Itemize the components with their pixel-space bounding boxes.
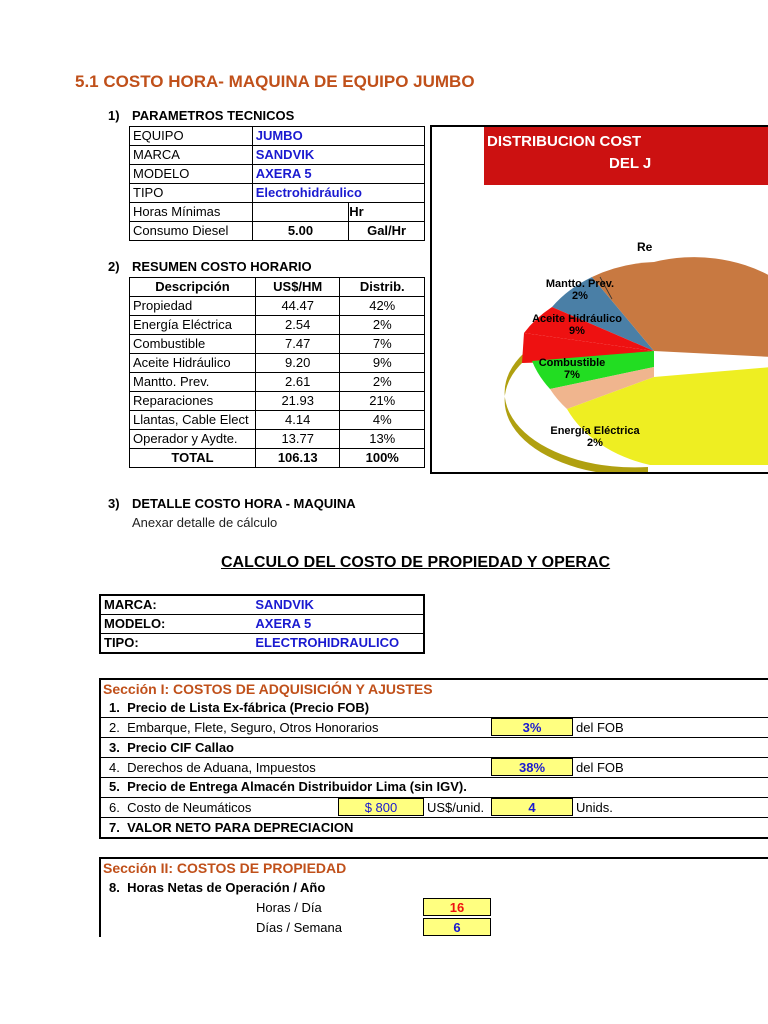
detalle-heading-num: 3) [108,496,120,511]
resumen-dist: 2% [340,373,425,392]
param-label: EQUIPO [130,127,253,146]
table-row [100,634,424,654]
calc-title: CALCULO DEL COSTO DE PROPIEDAD Y OPERAC [221,554,611,571]
row-text: Horas Netas de Operación / Año [127,880,326,895]
resumen-usd: 2.54 [255,316,340,335]
s1-row3 [109,740,234,755]
page-title: 5.1 COSTO HORA- MAQUINA DE EQUIPO JUMBO [75,72,475,91]
divider [101,817,768,818]
pie-label-name: Combustible [538,357,606,369]
pie-slice-reparaciones [654,257,768,357]
param-label: MODELO [130,165,253,184]
resumen-dist: 21% [340,392,425,411]
detalle-note: Anexar detalle de cálculo [132,515,278,530]
equip-label: MODELO: [100,615,252,634]
dias-semana-input[interactable]: 6 [423,918,491,936]
resumen-heading: RESUMEN COSTO HORARIO [132,259,312,274]
table-row [130,373,425,392]
divider [101,717,768,718]
row-num: 4. [109,760,120,775]
row-text: Derechos de Aduana, Impuestos [127,760,316,775]
table-row [100,615,424,634]
equip-value[interactable]: AXERA 5 [252,615,424,634]
s1-row6 [109,800,251,815]
row-num: 8. [109,880,120,895]
row-num: 5. [109,779,120,794]
resumen-usd: 9.20 [255,354,340,373]
row-text: Costo de Neumáticos [127,800,252,815]
param-value[interactable]: AXERA 5 [252,165,424,184]
table-row [130,127,425,146]
s2-row8 [109,880,325,895]
table-row [130,165,425,184]
resumen-desc: Aceite Hidráulico [130,354,256,373]
resumen-dist: 42% [340,297,425,316]
equip-value[interactable]: SANDVIK [255,597,314,612]
divider [101,777,768,778]
table-row [130,297,425,316]
row-num: 3. [109,740,120,755]
param-value[interactable] [252,203,348,222]
table-row [130,184,425,203]
table-row [130,146,425,165]
column-header: Descripción [130,278,256,297]
row-num: 1. [109,700,120,715]
resumen-dist: 2% [340,316,425,335]
column-header: US$/HM [255,278,340,297]
param-label: MARCA [130,146,253,165]
resumen-dist: 7% [340,335,425,354]
resumen-usd: 7.47 [255,335,340,354]
pie-label-name: Aceite Hidráulico [532,313,622,325]
pie-label-mantto [540,278,620,302]
row-num: 7. [109,820,120,835]
detalle-heading: DETALLE COSTO HORA - MAQUINA [132,496,356,511]
divider [101,737,768,738]
table-row [130,222,425,241]
pie-label-re: Re [637,240,653,254]
pie-label-pct: 9% [569,325,585,337]
table-row [130,335,425,354]
pie-label-combustible [532,357,612,381]
resumen-desc: Combustible [130,335,256,354]
row-num: 2. [109,720,120,735]
pie-label-pct: 2% [587,437,603,449]
seccion1-heading: Sección I: COSTOS DE ADQUISICIÓN Y AJUSTES [103,681,433,697]
pie-label-name: Mantto. Prev. [545,278,615,290]
table-row [130,411,425,430]
table-header-row [130,278,425,297]
divider [101,757,768,758]
resumen-desc: Llantas, Cable Elect [130,411,256,430]
row-text: Precio CIF Callao [127,740,234,755]
s1-row5 [109,779,467,794]
s1-row2 [109,720,379,735]
resumen-heading-num: 2) [108,259,120,274]
row-text: VALOR NETO PARA DEPRECIACION [127,820,354,835]
dias-semana-label: Días / Semana [256,920,342,935]
resumen-usd: 21.93 [255,392,340,411]
total-usd: 106.13 [255,449,340,468]
table-row [130,430,425,449]
resumen-usd: 4.14 [255,411,340,430]
divider [101,797,768,798]
seccion2-heading: Sección II: COSTOS DE PROPIEDAD [103,860,347,876]
flete-unit: del FOB [576,720,624,735]
chart-title-line1: DISTRIBUCION COST [487,133,642,150]
aduana-pct-input[interactable]: 38% [491,758,573,776]
neumatico-price-input[interactable]: $ 800 [338,798,424,816]
total-label: TOTAL [130,449,256,468]
s1-row7 [109,820,353,835]
row-num: 6. [109,800,120,815]
table-row [130,354,425,373]
neumatico-qty-input[interactable]: 4 [491,798,573,816]
pie-label-pct: 2% [572,290,588,302]
chart-title-line2: DEL J [609,155,652,172]
column-header: Distrib. [340,278,425,297]
resumen-dist: 9% [340,354,425,373]
params-table [129,126,425,241]
equip-box [99,594,425,654]
resumen-desc: Mantto. Prev. [130,373,256,392]
total-dist: 100% [340,449,425,468]
resumen-desc: Energía Eléctrica [130,316,256,335]
neumatico-qty-unit: Unids. [576,800,613,815]
resumen-usd: 13.77 [255,430,340,449]
pie-label-name: Energía Eléctrica [550,425,640,437]
table-row [130,203,425,222]
neumatico-price-unit: US$/unid. [427,800,485,815]
resumen-usd: 44.47 [255,297,340,316]
equip-label: MARCA: [104,597,157,612]
table-row [130,392,425,411]
pie-label-pct: 7% [564,369,580,381]
param-label: TIPO [130,184,253,203]
row-text: Precio de Lista Ex-fábrica (Precio FOB) [127,700,370,715]
pie-label-aceite [527,313,627,337]
row-text: Precio de Entrega Almacén Distribuidor Lima (sin IGV). [127,779,467,794]
s1-row1 [109,700,369,715]
resumen-table [129,277,425,468]
resumen-desc: Operador y Aydte. [130,430,256,449]
param-unit: Hr [349,203,425,222]
table-row [100,595,424,615]
row-text: Embarque, Flete, Seguro, Otros Honorarios [127,720,379,735]
chart-frame [430,125,768,474]
param-label: Consumo Diesel [130,222,253,241]
flete-pct-input[interactable]: 3% [491,718,573,736]
resumen-dist: 4% [340,411,425,430]
horas-dia-label: Horas / Día [256,900,322,915]
resumen-usd: 2.61 [255,373,340,392]
param-value[interactable]: 5.00 [252,222,348,241]
s1-row4 [109,760,316,775]
params-heading-num: 1) [108,108,120,123]
resumen-dist: 13% [340,430,425,449]
equip-label: TIPO: [100,634,252,654]
param-value[interactable]: SANDVIK [252,146,424,165]
pie-label-energia [540,425,650,449]
resumen-desc: Propiedad [130,297,256,316]
table-total-row [130,449,425,468]
horas-dia-input[interactable]: 16 [423,898,491,916]
param-value[interactable]: JUMBO [252,127,424,146]
params-heading: PARAMETROS TECNICOS [132,108,295,123]
resumen-desc: Reparaciones [130,392,256,411]
aduana-unit: del FOB [576,760,624,775]
table-row [130,316,425,335]
param-value[interactable]: Electrohidráulico [252,184,424,203]
param-unit: Gal/Hr [349,222,425,241]
equip-value[interactable]: ELECTROHIDRAULICO [252,634,424,654]
param-label: Horas Mínimas [130,203,253,222]
